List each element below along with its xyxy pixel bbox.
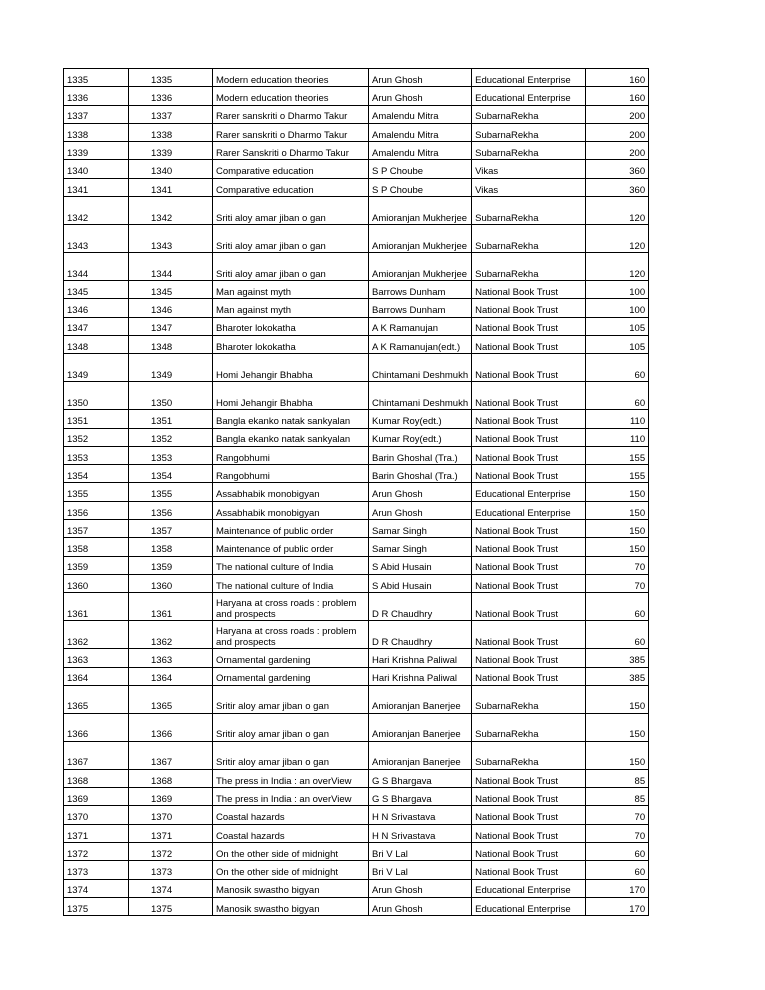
accession-cell: 1353 bbox=[129, 446, 213, 464]
table-row bbox=[64, 446, 649, 464]
title-cell: Sritir aloy amar jiban o gan bbox=[213, 685, 369, 713]
price-cell: 60 bbox=[586, 382, 649, 410]
price-cell: 120 bbox=[586, 225, 649, 253]
publisher-cell: National Book Trust bbox=[472, 382, 586, 410]
title-cell: Assabhabik monobigyan bbox=[213, 483, 369, 501]
title-cell: Rarer sanskriti o Dharmo Takur bbox=[213, 123, 369, 141]
table-row bbox=[64, 299, 649, 317]
publisher-cell: SubarnaRekha bbox=[472, 123, 586, 141]
publisher-cell: National Book Trust bbox=[472, 354, 586, 382]
publisher-cell: Vikas bbox=[472, 178, 586, 196]
table-row bbox=[64, 897, 649, 915]
serial-cell: 1351 bbox=[64, 410, 129, 428]
publisher-cell: National Book Trust bbox=[472, 621, 586, 649]
table-row bbox=[64, 69, 649, 87]
title-cell: Assabhabik monobigyan bbox=[213, 501, 369, 519]
table-row bbox=[64, 483, 649, 501]
serial-cell: 1352 bbox=[64, 428, 129, 446]
publisher-cell: SubarnaRekha bbox=[472, 142, 586, 160]
publisher-cell: Educational Enterprise bbox=[472, 87, 586, 105]
accession-cell: 1360 bbox=[129, 574, 213, 592]
publisher-cell: SubarnaRekha bbox=[472, 685, 586, 713]
price-cell: 70 bbox=[586, 556, 649, 574]
title-cell: Modern education theories bbox=[213, 87, 369, 105]
book-list-table bbox=[63, 68, 649, 916]
serial-cell: 1360 bbox=[64, 574, 129, 592]
title-cell: Rarer Sanskriti o Dharmo Takur bbox=[213, 142, 369, 160]
price-cell: 70 bbox=[586, 574, 649, 592]
title-cell: Sriti aloy amar jiban o gan bbox=[213, 197, 369, 225]
table-row bbox=[64, 178, 649, 196]
author-cell: H N Srivastava bbox=[369, 806, 472, 824]
title-cell: Comparative education bbox=[213, 178, 369, 196]
table-row bbox=[64, 741, 649, 769]
price-cell: 360 bbox=[586, 178, 649, 196]
author-cell: Amalendu Mitra bbox=[369, 142, 472, 160]
table-row bbox=[64, 621, 649, 649]
serial-cell: 1344 bbox=[64, 253, 129, 281]
author-cell: Hari Krishna Paliwal bbox=[369, 649, 472, 667]
price-cell: 200 bbox=[586, 105, 649, 123]
accession-cell: 1365 bbox=[129, 685, 213, 713]
title-cell: Bangla ekanko natak sankyalan bbox=[213, 410, 369, 428]
publisher-cell: National Book Trust bbox=[472, 788, 586, 806]
title-cell: Homi Jehangir Bhabha bbox=[213, 382, 369, 410]
table-row bbox=[64, 382, 649, 410]
publisher-cell: SubarnaRekha bbox=[472, 253, 586, 281]
accession-cell: 1348 bbox=[129, 335, 213, 353]
author-cell: Amioranjan Mukherjee bbox=[369, 225, 472, 253]
author-cell: A K Ramanujan(edt.) bbox=[369, 335, 472, 353]
serial-cell: 1364 bbox=[64, 667, 129, 685]
author-cell: Amioranjan Banerjee bbox=[369, 713, 472, 741]
author-cell: S Abid Husain bbox=[369, 574, 472, 592]
accession-cell: 1361 bbox=[129, 593, 213, 621]
table-body bbox=[64, 69, 649, 916]
serial-cell: 1345 bbox=[64, 281, 129, 299]
publisher-cell: National Book Trust bbox=[472, 593, 586, 621]
author-cell: Arun Ghosh bbox=[369, 69, 472, 87]
table-row bbox=[64, 225, 649, 253]
author-cell: Amioranjan Banerjee bbox=[369, 741, 472, 769]
title-cell: Ornamental gardening bbox=[213, 649, 369, 667]
publisher-cell: National Book Trust bbox=[472, 428, 586, 446]
table-row bbox=[64, 87, 649, 105]
serial-cell: 1366 bbox=[64, 713, 129, 741]
price-cell: 110 bbox=[586, 410, 649, 428]
table-row bbox=[64, 685, 649, 713]
price-cell: 150 bbox=[586, 685, 649, 713]
price-cell: 120 bbox=[586, 253, 649, 281]
table-row bbox=[64, 465, 649, 483]
serial-cell: 1374 bbox=[64, 879, 129, 897]
author-cell: Kumar Roy(edt.) bbox=[369, 428, 472, 446]
accession-cell: 1344 bbox=[129, 253, 213, 281]
price-cell: 200 bbox=[586, 142, 649, 160]
title-cell: Sritir aloy amar jiban o gan bbox=[213, 741, 369, 769]
accession-cell: 1358 bbox=[129, 538, 213, 556]
serial-cell: 1355 bbox=[64, 483, 129, 501]
title-cell: Man against myth bbox=[213, 299, 369, 317]
table-row bbox=[64, 281, 649, 299]
table-row bbox=[64, 428, 649, 446]
accession-cell: 1350 bbox=[129, 382, 213, 410]
author-cell: Bri V Lal bbox=[369, 843, 472, 861]
title-cell: Bharoter lokokatha bbox=[213, 335, 369, 353]
table-row bbox=[64, 861, 649, 879]
title-cell: On the other side of midnight bbox=[213, 843, 369, 861]
serial-cell: 1336 bbox=[64, 87, 129, 105]
title-cell: Maintenance of public order bbox=[213, 538, 369, 556]
title-cell: Rangobhumi bbox=[213, 465, 369, 483]
author-cell: Amioranjan Banerjee bbox=[369, 685, 472, 713]
serial-cell: 1342 bbox=[64, 197, 129, 225]
table-row bbox=[64, 123, 649, 141]
price-cell: 60 bbox=[586, 861, 649, 879]
author-cell: Samar Singh bbox=[369, 538, 472, 556]
accession-cell: 1338 bbox=[129, 123, 213, 141]
serial-cell: 1363 bbox=[64, 649, 129, 667]
title-cell: Maintenance of public order bbox=[213, 520, 369, 538]
accession-cell: 1374 bbox=[129, 879, 213, 897]
title-cell: Coastal hazards bbox=[213, 806, 369, 824]
serial-cell: 1337 bbox=[64, 105, 129, 123]
accession-cell: 1369 bbox=[129, 788, 213, 806]
title-cell: Rarer sanskriti o Dharmo Takur bbox=[213, 105, 369, 123]
serial-cell: 1338 bbox=[64, 123, 129, 141]
author-cell: Arun Ghosh bbox=[369, 879, 472, 897]
accession-cell: 1364 bbox=[129, 667, 213, 685]
price-cell: 160 bbox=[586, 87, 649, 105]
accession-cell: 1335 bbox=[129, 69, 213, 87]
publisher-cell: SubarnaRekha bbox=[472, 197, 586, 225]
author-cell: Amalendu Mitra bbox=[369, 123, 472, 141]
table-row bbox=[64, 667, 649, 685]
publisher-cell: Educational Enterprise bbox=[472, 879, 586, 897]
price-cell: 170 bbox=[586, 897, 649, 915]
table-row bbox=[64, 197, 649, 225]
publisher-cell: Vikas bbox=[472, 160, 586, 178]
price-cell: 105 bbox=[586, 335, 649, 353]
title-cell: Bangla ekanko natak sankyalan bbox=[213, 428, 369, 446]
accession-cell: 1347 bbox=[129, 317, 213, 335]
title-cell: The press in India : an overView bbox=[213, 788, 369, 806]
publisher-cell: National Book Trust bbox=[472, 806, 586, 824]
table-row bbox=[64, 843, 649, 861]
table-row bbox=[64, 574, 649, 592]
accession-cell: 1363 bbox=[129, 649, 213, 667]
publisher-cell: National Book Trust bbox=[472, 335, 586, 353]
accession-cell: 1356 bbox=[129, 501, 213, 519]
price-cell: 105 bbox=[586, 317, 649, 335]
serial-cell: 1339 bbox=[64, 142, 129, 160]
author-cell: Amioranjan Mukherjee bbox=[369, 253, 472, 281]
accession-cell: 1341 bbox=[129, 178, 213, 196]
publisher-cell: SubarnaRekha bbox=[472, 225, 586, 253]
serial-cell: 1347 bbox=[64, 317, 129, 335]
serial-cell: 1368 bbox=[64, 769, 129, 787]
author-cell: Kumar Roy(edt.) bbox=[369, 410, 472, 428]
serial-cell: 1358 bbox=[64, 538, 129, 556]
serial-cell: 1348 bbox=[64, 335, 129, 353]
table-row bbox=[64, 520, 649, 538]
title-cell: Haryana at cross roads : problem and prospects bbox=[213, 593, 369, 621]
publisher-cell: National Book Trust bbox=[472, 861, 586, 879]
title-cell: Haryana at cross roads : problem and prospects bbox=[213, 621, 369, 649]
title-cell: Sritir aloy amar jiban o gan bbox=[213, 713, 369, 741]
price-cell: 150 bbox=[586, 501, 649, 519]
table-row bbox=[64, 713, 649, 741]
serial-cell: 1350 bbox=[64, 382, 129, 410]
accession-cell: 1367 bbox=[129, 741, 213, 769]
author-cell: Amalendu Mitra bbox=[369, 105, 472, 123]
publisher-cell: National Book Trust bbox=[472, 281, 586, 299]
author-cell: H N Srivastava bbox=[369, 824, 472, 842]
price-cell: 160 bbox=[586, 69, 649, 87]
table-row bbox=[64, 142, 649, 160]
serial-cell: 1341 bbox=[64, 178, 129, 196]
author-cell: Arun Ghosh bbox=[369, 87, 472, 105]
price-cell: 385 bbox=[586, 649, 649, 667]
publisher-cell: SubarnaRekha bbox=[472, 105, 586, 123]
author-cell: G S Bhargava bbox=[369, 769, 472, 787]
author-cell: G S Bhargava bbox=[369, 788, 472, 806]
accession-cell: 1346 bbox=[129, 299, 213, 317]
table-row bbox=[64, 879, 649, 897]
accession-cell: 1371 bbox=[129, 824, 213, 842]
table-row bbox=[64, 105, 649, 123]
price-cell: 85 bbox=[586, 788, 649, 806]
serial-cell: 1343 bbox=[64, 225, 129, 253]
author-cell: Samar Singh bbox=[369, 520, 472, 538]
table-row bbox=[64, 160, 649, 178]
serial-cell: 1340 bbox=[64, 160, 129, 178]
accession-cell: 1339 bbox=[129, 142, 213, 160]
price-cell: 150 bbox=[586, 741, 649, 769]
publisher-cell: Educational Enterprise bbox=[472, 69, 586, 87]
accession-cell: 1345 bbox=[129, 281, 213, 299]
accession-cell: 1375 bbox=[129, 897, 213, 915]
price-cell: 170 bbox=[586, 879, 649, 897]
publisher-cell: National Book Trust bbox=[472, 574, 586, 592]
accession-cell: 1362 bbox=[129, 621, 213, 649]
table-row bbox=[64, 806, 649, 824]
title-cell: The national culture of India bbox=[213, 556, 369, 574]
serial-cell: 1357 bbox=[64, 520, 129, 538]
serial-cell: 1371 bbox=[64, 824, 129, 842]
serial-cell: 1346 bbox=[64, 299, 129, 317]
table-row bbox=[64, 769, 649, 787]
publisher-cell: National Book Trust bbox=[472, 538, 586, 556]
publisher-cell: National Book Trust bbox=[472, 410, 586, 428]
serial-cell: 1367 bbox=[64, 741, 129, 769]
accession-cell: 1352 bbox=[129, 428, 213, 446]
price-cell: 85 bbox=[586, 769, 649, 787]
serial-cell: 1361 bbox=[64, 593, 129, 621]
author-cell: Chintamani Deshmukh bbox=[369, 354, 472, 382]
table-row bbox=[64, 593, 649, 621]
publisher-cell: Educational Enterprise bbox=[472, 483, 586, 501]
accession-cell: 1342 bbox=[129, 197, 213, 225]
price-cell: 100 bbox=[586, 281, 649, 299]
title-cell: Homi Jehangir Bhabha bbox=[213, 354, 369, 382]
serial-cell: 1370 bbox=[64, 806, 129, 824]
title-cell: On the other side of midnight bbox=[213, 861, 369, 879]
table-row bbox=[64, 501, 649, 519]
title-cell: Manosik swastho bigyan bbox=[213, 879, 369, 897]
accession-cell: 1340 bbox=[129, 160, 213, 178]
publisher-cell: Educational Enterprise bbox=[472, 897, 586, 915]
price-cell: 150 bbox=[586, 538, 649, 556]
title-cell: Manosik swastho bigyan bbox=[213, 897, 369, 915]
author-cell: Barrows Dunham bbox=[369, 281, 472, 299]
publisher-cell: National Book Trust bbox=[472, 667, 586, 685]
accession-cell: 1373 bbox=[129, 861, 213, 879]
table-row bbox=[64, 354, 649, 382]
title-cell: The press in India : an overView bbox=[213, 769, 369, 787]
accession-cell: 1354 bbox=[129, 465, 213, 483]
table-row bbox=[64, 410, 649, 428]
price-cell: 150 bbox=[586, 483, 649, 501]
title-cell: Modern education theories bbox=[213, 69, 369, 87]
author-cell: Arun Ghosh bbox=[369, 897, 472, 915]
accession-cell: 1370 bbox=[129, 806, 213, 824]
publisher-cell: SubarnaRekha bbox=[472, 741, 586, 769]
price-cell: 155 bbox=[586, 446, 649, 464]
table-row bbox=[64, 538, 649, 556]
publisher-cell: Educational Enterprise bbox=[472, 501, 586, 519]
serial-cell: 1359 bbox=[64, 556, 129, 574]
publisher-cell: National Book Trust bbox=[472, 824, 586, 842]
author-cell: Barrows Dunham bbox=[369, 299, 472, 317]
table-row bbox=[64, 824, 649, 842]
author-cell: A K Ramanujan bbox=[369, 317, 472, 335]
author-cell: Amioranjan Mukherjee bbox=[369, 197, 472, 225]
author-cell: S Abid Husain bbox=[369, 556, 472, 574]
title-cell: Sriti aloy amar jiban o gan bbox=[213, 225, 369, 253]
accession-cell: 1336 bbox=[129, 87, 213, 105]
serial-cell: 1362 bbox=[64, 621, 129, 649]
publisher-cell: National Book Trust bbox=[472, 556, 586, 574]
table-row bbox=[64, 556, 649, 574]
author-cell: Hari Krishna Paliwal bbox=[369, 667, 472, 685]
table-row bbox=[64, 649, 649, 667]
table-row bbox=[64, 317, 649, 335]
price-cell: 385 bbox=[586, 667, 649, 685]
price-cell: 150 bbox=[586, 520, 649, 538]
accession-cell: 1357 bbox=[129, 520, 213, 538]
accession-cell: 1355 bbox=[129, 483, 213, 501]
price-cell: 60 bbox=[586, 593, 649, 621]
publisher-cell: SubarnaRekha bbox=[472, 713, 586, 741]
author-cell: Barin Ghoshal (Tra.) bbox=[369, 465, 472, 483]
serial-cell: 1356 bbox=[64, 501, 129, 519]
title-cell: Sriti aloy amar jiban o gan bbox=[213, 253, 369, 281]
publisher-cell: National Book Trust bbox=[472, 843, 586, 861]
publisher-cell: National Book Trust bbox=[472, 299, 586, 317]
accession-cell: 1372 bbox=[129, 843, 213, 861]
serial-cell: 1335 bbox=[64, 69, 129, 87]
author-cell: S P Choube bbox=[369, 178, 472, 196]
table-row bbox=[64, 253, 649, 281]
author-cell: Chintamani Deshmukh bbox=[369, 382, 472, 410]
title-cell: Coastal hazards bbox=[213, 824, 369, 842]
accession-cell: 1366 bbox=[129, 713, 213, 741]
serial-cell: 1372 bbox=[64, 843, 129, 861]
table-row bbox=[64, 788, 649, 806]
title-cell: Rangobhumi bbox=[213, 446, 369, 464]
title-cell: The national culture of India bbox=[213, 574, 369, 592]
accession-cell: 1349 bbox=[129, 354, 213, 382]
author-cell: D R Chaudhry bbox=[369, 593, 472, 621]
publisher-cell: National Book Trust bbox=[472, 465, 586, 483]
accession-cell: 1359 bbox=[129, 556, 213, 574]
price-cell: 120 bbox=[586, 197, 649, 225]
price-cell: 360 bbox=[586, 160, 649, 178]
serial-cell: 1375 bbox=[64, 897, 129, 915]
title-cell: Comparative education bbox=[213, 160, 369, 178]
accession-cell: 1368 bbox=[129, 769, 213, 787]
price-cell: 60 bbox=[586, 621, 649, 649]
author-cell: D R Chaudhry bbox=[369, 621, 472, 649]
accession-cell: 1343 bbox=[129, 225, 213, 253]
author-cell: Bri V Lal bbox=[369, 861, 472, 879]
publisher-cell: National Book Trust bbox=[472, 769, 586, 787]
author-cell: Barin Ghoshal (Tra.) bbox=[369, 446, 472, 464]
serial-cell: 1353 bbox=[64, 446, 129, 464]
price-cell: 200 bbox=[586, 123, 649, 141]
publisher-cell: National Book Trust bbox=[472, 317, 586, 335]
serial-cell: 1365 bbox=[64, 685, 129, 713]
price-cell: 70 bbox=[586, 806, 649, 824]
price-cell: 155 bbox=[586, 465, 649, 483]
author-cell: S P Choube bbox=[369, 160, 472, 178]
accession-cell: 1337 bbox=[129, 105, 213, 123]
publisher-cell: National Book Trust bbox=[472, 649, 586, 667]
price-cell: 60 bbox=[586, 354, 649, 382]
publisher-cell: National Book Trust bbox=[472, 446, 586, 464]
title-cell: Man against myth bbox=[213, 281, 369, 299]
table-row bbox=[64, 335, 649, 353]
publisher-cell: National Book Trust bbox=[472, 520, 586, 538]
price-cell: 100 bbox=[586, 299, 649, 317]
price-cell: 70 bbox=[586, 824, 649, 842]
author-cell: Arun Ghosh bbox=[369, 483, 472, 501]
price-cell: 110 bbox=[586, 428, 649, 446]
title-cell: Ornamental gardening bbox=[213, 667, 369, 685]
price-cell: 150 bbox=[586, 713, 649, 741]
serial-cell: 1369 bbox=[64, 788, 129, 806]
serial-cell: 1354 bbox=[64, 465, 129, 483]
author-cell: Arun Ghosh bbox=[369, 501, 472, 519]
accession-cell: 1351 bbox=[129, 410, 213, 428]
serial-cell: 1373 bbox=[64, 861, 129, 879]
title-cell: Bharoter lokokatha bbox=[213, 317, 369, 335]
price-cell: 60 bbox=[586, 843, 649, 861]
serial-cell: 1349 bbox=[64, 354, 129, 382]
